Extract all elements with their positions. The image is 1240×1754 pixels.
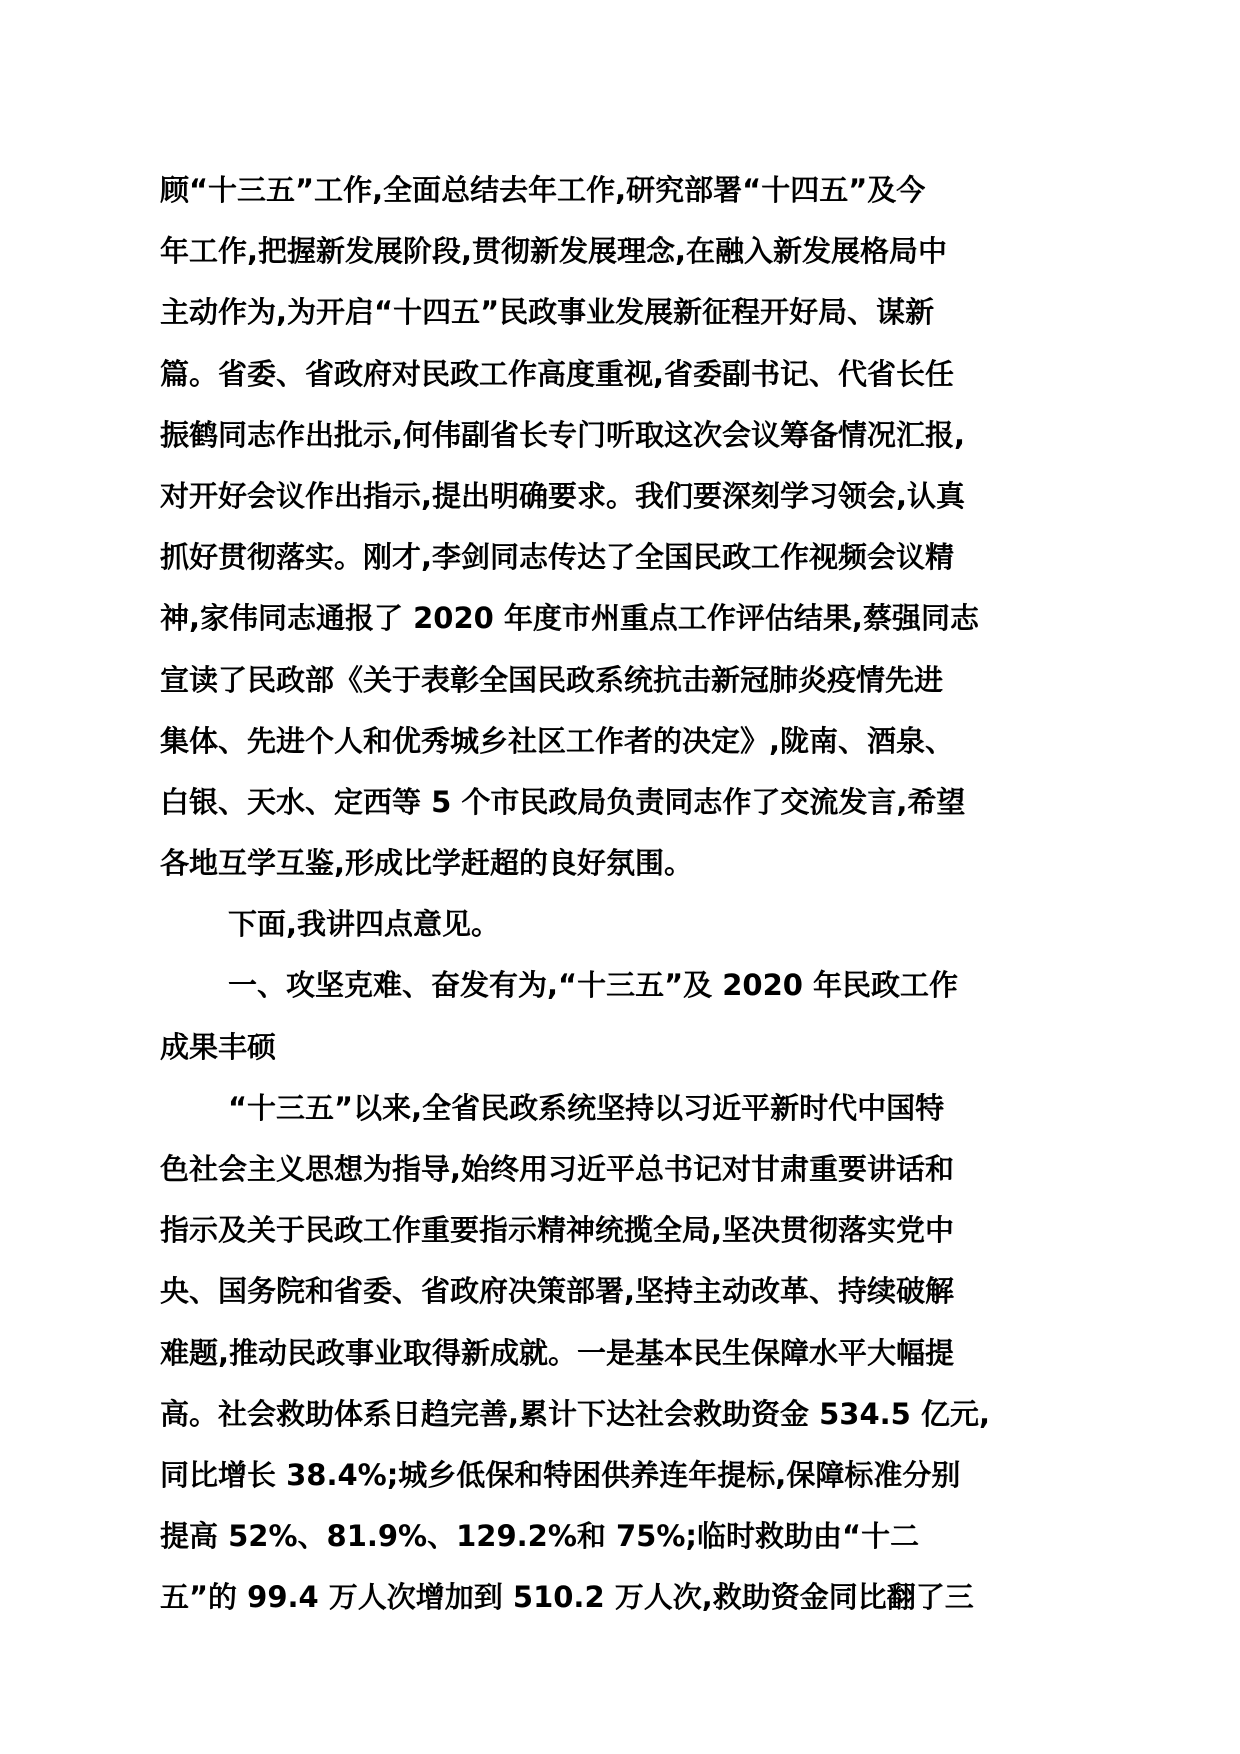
text-line: 主动作为,为开启“十四五”民政事业发展新征程开好局、谋新: [160, 295, 935, 330]
text-line: 宣读了民政部《关于表彰全国民政系统抗击新冠肺炎疫情先进: [160, 662, 944, 697]
text-line: 指示及关于民政工作重要指示精神统揽全局,坚决贯彻落实党中: [160, 1213, 955, 1248]
body-text: [160, 160, 1120, 1629]
text-line: 下面,我讲四点意见。: [228, 907, 501, 942]
text-line: 各地互学互鉴,形成比学赶超的良好氛围。: [160, 846, 694, 881]
text-line: 白银、天水、定西等 5 个市民政局负责同志作了交流发言,希望: [160, 784, 966, 819]
text-line: 抓好贯彻落实。刚才,李剑同志传达了全国民政工作视频会议精: [160, 540, 955, 575]
text-line: “十三五”以来,全省民政系统坚持以习近平新时代中国特: [228, 1090, 945, 1125]
section-heading: 一、攻坚克难、奋发有为,“十三五”及 2020 年民政工作: [228, 968, 959, 1003]
text-line: 神,家伟同志通报了 2020 年度市州重点工作评估结果,蔡强同志: [160, 601, 979, 636]
text-line: 同比增长 38.4%;城乡低保和特困供养连年提标,保障标准分别: [160, 1457, 961, 1492]
text-line: 央、国务院和省委、省政府决策部署,坚持主动改革、持续破解: [160, 1274, 955, 1309]
text-line: 高。社会救助体系日趋完善,累计下达社会救助资金 534.5 亿元,: [160, 1396, 990, 1431]
text-line: 五”的 99.4 万人次增加到 510.2 万人次,救助资金同比翻了三: [160, 1580, 974, 1615]
section-heading-continued: 成果丰硕: [160, 1029, 277, 1064]
text-line: 难题,推动民政事业取得新成就。一是基本民生保障水平大幅提: [160, 1335, 955, 1370]
text-line: 集体、先进个人和优秀城乡社区工作者的决定》,陇南、酒泉、: [160, 723, 955, 758]
text-line: 对开好会议作出指示,提出明确要求。我们要深刻学习领会,认真: [160, 478, 966, 513]
text-line: 篇。省委、省政府对民政工作高度重视,省委副书记、代省长任: [160, 356, 955, 391]
text-line: 顾“十三五”工作,全面总结去年工作,研究部署“十四五”及今: [160, 173, 926, 207]
text-line: 年工作,把握新发展阶段,贯彻新发展理念,在融入新发展格局中: [160, 234, 948, 269]
text-line: 色社会主义思想为指导,始终用习近平总书记对甘肃重要讲话和: [160, 1152, 955, 1186]
text-line: 振鹤同志作出批示,何伟副省长专门听取这次会议筹备情况汇报,: [160, 417, 966, 452]
text-line: 提高 52%、81.9%、129.2%和 75%;临时救助由“十二: [160, 1519, 920, 1554]
